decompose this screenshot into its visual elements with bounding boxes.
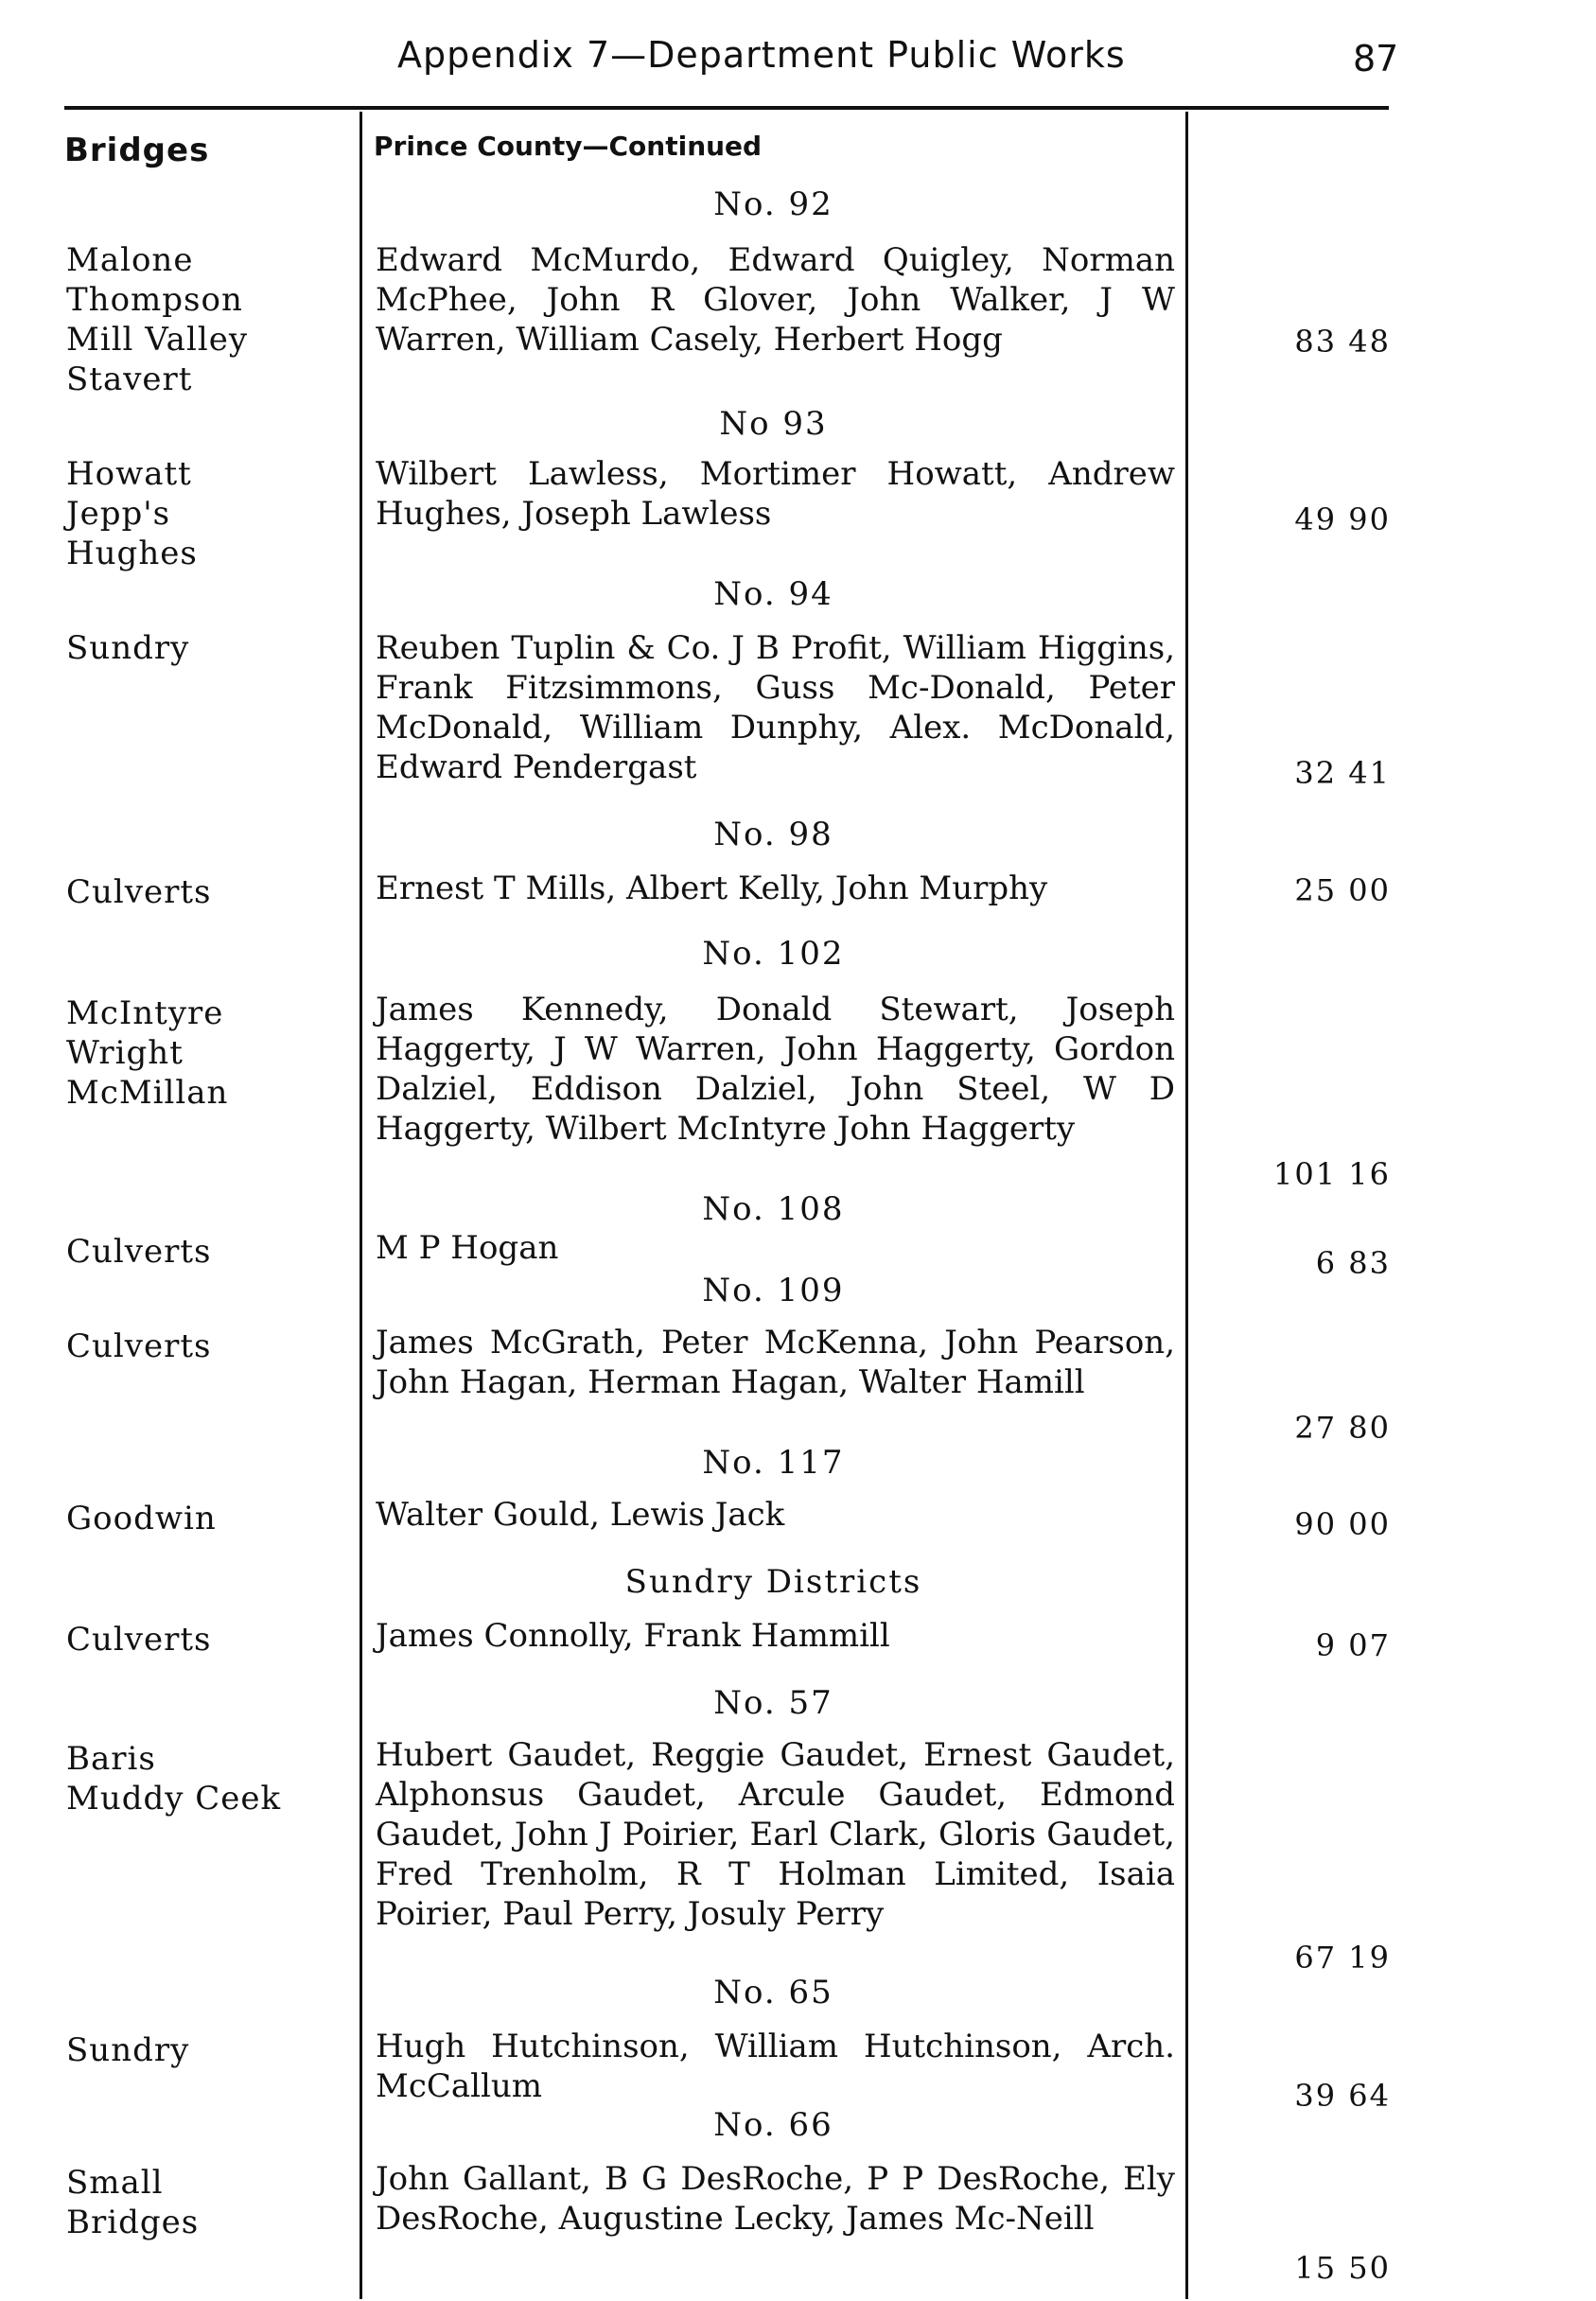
contractor-names: Reuben Tuplin & Co. J B Profit, William Higgins, Frank Fitzsimmons, Guss Mc-Donald, Peter McDonald, William Dunphy, Alex. McDonald, Edward Pendergast — [376, 629, 1175, 786]
bridges-column-heading: Bridges — [64, 132, 210, 169]
bridge-name: Small — [66, 2164, 164, 2202]
bridge-list — [66, 454, 350, 573]
section-heading: No. 66 — [713, 2106, 833, 2144]
bridge-name: Mill Valley — [66, 321, 249, 359]
bridge-name: Baris — [66, 1740, 156, 1778]
bridge-list — [66, 1620, 350, 1660]
payment-amount: 9 07 — [1315, 1627, 1391, 1663]
page-header-title: Appendix 7—Department Public Works — [397, 34, 1126, 76]
bridge-name: Thompson — [66, 281, 243, 319]
bridge-name: Muddy Ceek — [66, 1780, 282, 1818]
bridge-name: McMillan — [66, 1074, 229, 1112]
bridge-list — [66, 628, 350, 668]
bridge-list — [66, 1326, 350, 1366]
bridge-list — [66, 240, 350, 399]
bridge-name: Bridges — [66, 2204, 200, 2241]
bridge-name: Goodwin — [66, 1500, 217, 1537]
contractor-names: John Gallant, B G DesRoche, P P DesRoche, Ely DesRoche, Augustine Lecky, James Mc-Neill — [376, 2160, 1175, 2238]
bridge-name: Sundry — [66, 629, 190, 667]
contractor-names: James McGrath, Peter McKenna, John Pearson, John Hagan, Herman Hagan, Walter Hamill — [376, 1324, 1175, 1401]
section-heading: No. 65 — [713, 1974, 833, 2011]
payment-amount: 39 64 — [1294, 2078, 1391, 2114]
contractor-names: Edward McMurdo, Edward Quigley, Norman McPhee, John R Glover, John Walker, J W Warren, William Casely, Herbert Hogg — [376, 241, 1175, 359]
payment-amount: 49 90 — [1294, 501, 1391, 537]
bridge-list — [66, 872, 350, 912]
page-number: 87 — [1353, 38, 1399, 79]
bridge-name: Stavert — [66, 360, 193, 398]
bridge-name: Culverts — [66, 1327, 212, 1365]
section-heading: No. 98 — [713, 816, 833, 853]
payment-amount: 83 48 — [1294, 324, 1391, 360]
section-heading: No 93 — [719, 405, 828, 443]
bridge-list — [66, 1499, 350, 1538]
section-heading: No. 109 — [702, 1272, 845, 1309]
bridge-name: Jepp's — [66, 495, 171, 533]
payment-amount: 25 00 — [1294, 872, 1391, 908]
contractor-names: Wilbert Lawless, Mortimer Howatt, Andrew Hughes, Joseph Lawless — [376, 455, 1175, 533]
section-heading: No. 92 — [713, 185, 833, 223]
bridge-name: Malone — [66, 241, 194, 279]
contractor-names: Walter Gould, Lewis Jack — [376, 1496, 785, 1534]
bridge-list — [66, 1232, 350, 1272]
bridge-list — [66, 993, 350, 1113]
payment-amount: 67 19 — [1294, 1940, 1391, 1976]
bridge-list — [66, 2030, 350, 2070]
bridge-list — [66, 1739, 350, 1818]
section-heading: No. 94 — [713, 575, 833, 613]
header-rule — [64, 106, 1389, 110]
bridge-name: Sundry — [66, 2031, 190, 2069]
payment-amount: 27 80 — [1294, 1410, 1391, 1446]
contractor-names: James Kennedy, Donald Stewart, Joseph Haggerty, J W Warren, John Haggerty, Gordon Dalziel, Eddison Dalziel, John Steel, W D Haggerty, Wilbert McIntyre John Haggerty — [376, 991, 1175, 1148]
bridge-name: Wright — [66, 1034, 184, 1072]
county-column-heading: Prince County—Continued — [374, 131, 763, 162]
section-heading: No. 117 — [702, 1444, 845, 1482]
section-heading: No. 108 — [702, 1190, 845, 1228]
contractor-names: Hugh Hutchinson, William Hutchinson, Arch. McCallum — [376, 2028, 1175, 2105]
payment-amount: 101 16 — [1273, 1156, 1391, 1192]
payment-amount: 6 83 — [1315, 1245, 1391, 1281]
section-heading: No. 102 — [702, 935, 845, 973]
payment-amount: 90 00 — [1294, 1506, 1391, 1542]
contractor-names: Ernest T Mills, Albert Kelly, John Murphy — [376, 869, 1048, 907]
contractor-names: Hubert Gaudet, Reggie Gaudet, Ernest Gaudet, Alphonsus Gaudet, Arcule Gaudet, Edmond Gaudet, John J Poirier, Earl Clark, Gloris Gaudet, Fred Trenholm, R T Holman Limited, Isaia Poirier, Paul Perry, Josuly Perry — [376, 1736, 1175, 1933]
bridge-list — [66, 2163, 350, 2242]
payment-amount: 32 41 — [1294, 755, 1391, 791]
section-heading: Sundry Districts — [624, 1563, 922, 1601]
contractor-names: M P Hogan — [376, 1229, 559, 1267]
section-heading: No. 57 — [713, 1684, 833, 1722]
bridge-name: Culverts — [66, 1621, 212, 1659]
bridge-name: Culverts — [66, 873, 212, 911]
payment-amount: 15 50 — [1294, 2250, 1391, 2286]
column-divider-right — [1185, 112, 1188, 2299]
bridge-name: Hughes — [66, 535, 198, 572]
bridge-name: McIntyre — [66, 994, 224, 1032]
column-divider-left — [360, 112, 362, 2299]
bridge-name: Howatt — [66, 455, 192, 493]
contractor-names: James Connolly, Frank Hammill — [376, 1617, 890, 1655]
bridge-name: Culverts — [66, 1233, 212, 1271]
